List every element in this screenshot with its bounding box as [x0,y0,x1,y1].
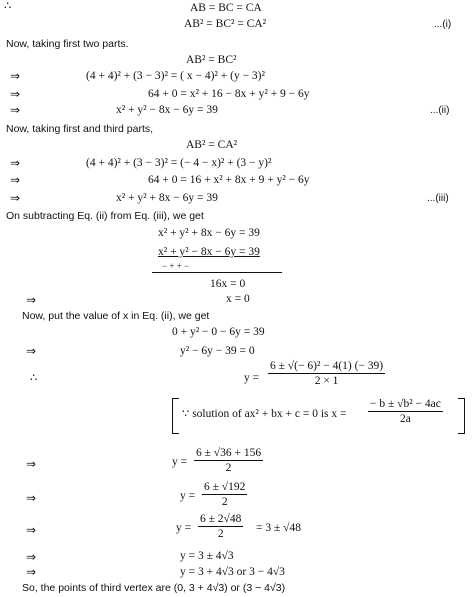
note-text: ∵ solution of ax² + bx + c = 0 is x = [182,408,347,420]
equation-line: y² − 6y − 39 = 0 [180,345,255,357]
note-bracket-right [458,398,465,434]
implies-arrow: ⇒ [26,457,37,471]
equation-line: y = 3 + 4√3 or 3 − 4√3 [180,566,285,578]
prose-line: On subtracting Eq. (ii) from Eq. (iii), we get [6,210,204,222]
equation-line: = 3 ± √48 [256,522,301,534]
implies-arrow: ⇒ [26,491,37,505]
equation-tag: ...(iii) [427,193,449,204]
equation-line: (4 + 4)² + (3 − 3)² = ( x − 4)² + (y − 3)² [86,70,265,82]
fraction-numerator: 6 ± √(− 6)² − 4(1) (− 39) [270,360,384,372]
sign-row: − + + − [162,261,190,271]
implies-arrow: ⇒ [10,156,21,170]
fraction-numerator: 6 ± 2√48 [200,513,242,525]
equation-line: 0 + y² − 0 − 6y = 39 [172,326,265,338]
implies-arrow: ⇒ [26,293,37,307]
equation-line: x = 0 [226,293,250,305]
conclusion-line: So, the points of third vertex are (0, 3 + 4√3) or (3 − 4√3) [22,582,286,594]
subtraction-rule [152,272,282,273]
fraction-denominator: 2 [221,496,228,508]
therefore-symbol: ∴ [30,372,38,384]
equation-line: AB² = BC² [186,54,237,66]
fraction-denominator: 2 × 1 [314,375,339,387]
note-fraction [368,397,443,426]
note-bracket-left [172,398,179,434]
equation-line: y = [244,372,260,384]
equation-line: y = [180,490,196,502]
implies-arrow: ⇒ [10,191,21,205]
equation-tag: ...(i) [434,19,452,30]
therefore-symbol: ∴ [4,0,12,12]
solution-fraction [202,480,247,509]
fraction-denominator: 2 [225,462,232,474]
solution-fraction [194,446,263,475]
equation-line: x² + y² − 8x − 6y = 39 [158,246,260,258]
equation-line: AB = BC = CA [190,2,262,14]
solution-fraction [198,512,243,541]
fraction-numerator: 6 ± √36 + 156 [196,447,262,459]
implies-arrow: ⇒ [26,344,37,358]
equation-line: x² + y² + 8x − 6y = 39 [158,227,260,239]
equation-line: y = [172,456,188,468]
fraction-numerator: 6 ± √192 [204,481,246,493]
implies-arrow: ⇒ [26,523,37,537]
equation-line: y = [176,522,192,534]
implies-arrow: ⇒ [10,87,21,101]
equation-line: 64 + 0 = x² + 16 − 8x + y² + 9 − 6y [148,88,310,100]
prose-line: Now, put the value of x in Eq. (ii), we get [22,310,210,322]
fraction-denominator: 2 [217,528,224,540]
implies-arrow: ⇒ [10,103,21,117]
equation-line: x² + y² + 8x − 6y = 39 [116,192,218,204]
prose-line: Now, taking first and third parts, [6,123,154,135]
implies-arrow: ⇒ [10,173,21,187]
prose-line: Now, taking first two parts. [6,38,129,50]
implies-arrow: ⇒ [10,69,21,83]
fraction-numerator: − b ± √b² − 4ac [370,398,441,410]
equation-line: AB² = BC² = CA² [184,18,267,30]
fraction-denominator: 2a [400,413,411,425]
quadratic-fraction [268,359,385,388]
equation-tag: ...(ii) [430,105,450,116]
equation-line: 64 + 0 = 16 + x² + 8x + 9 + y² − 6y [148,174,310,186]
equation-line: 16x = 0 [210,278,246,290]
implies-arrow: ⇒ [26,550,37,564]
implies-arrow: ⇒ [26,565,37,579]
equation-line: (4 + 4)² + (3 − 3)² = (− 4 − x)² + (3 − y)² [86,157,272,169]
equation-line: y = 3 ± 4√3 [180,550,234,562]
equation-line: x² + y² − 8x − 6y = 39 [116,104,218,116]
equation-line: AB² = CA² [186,139,238,151]
